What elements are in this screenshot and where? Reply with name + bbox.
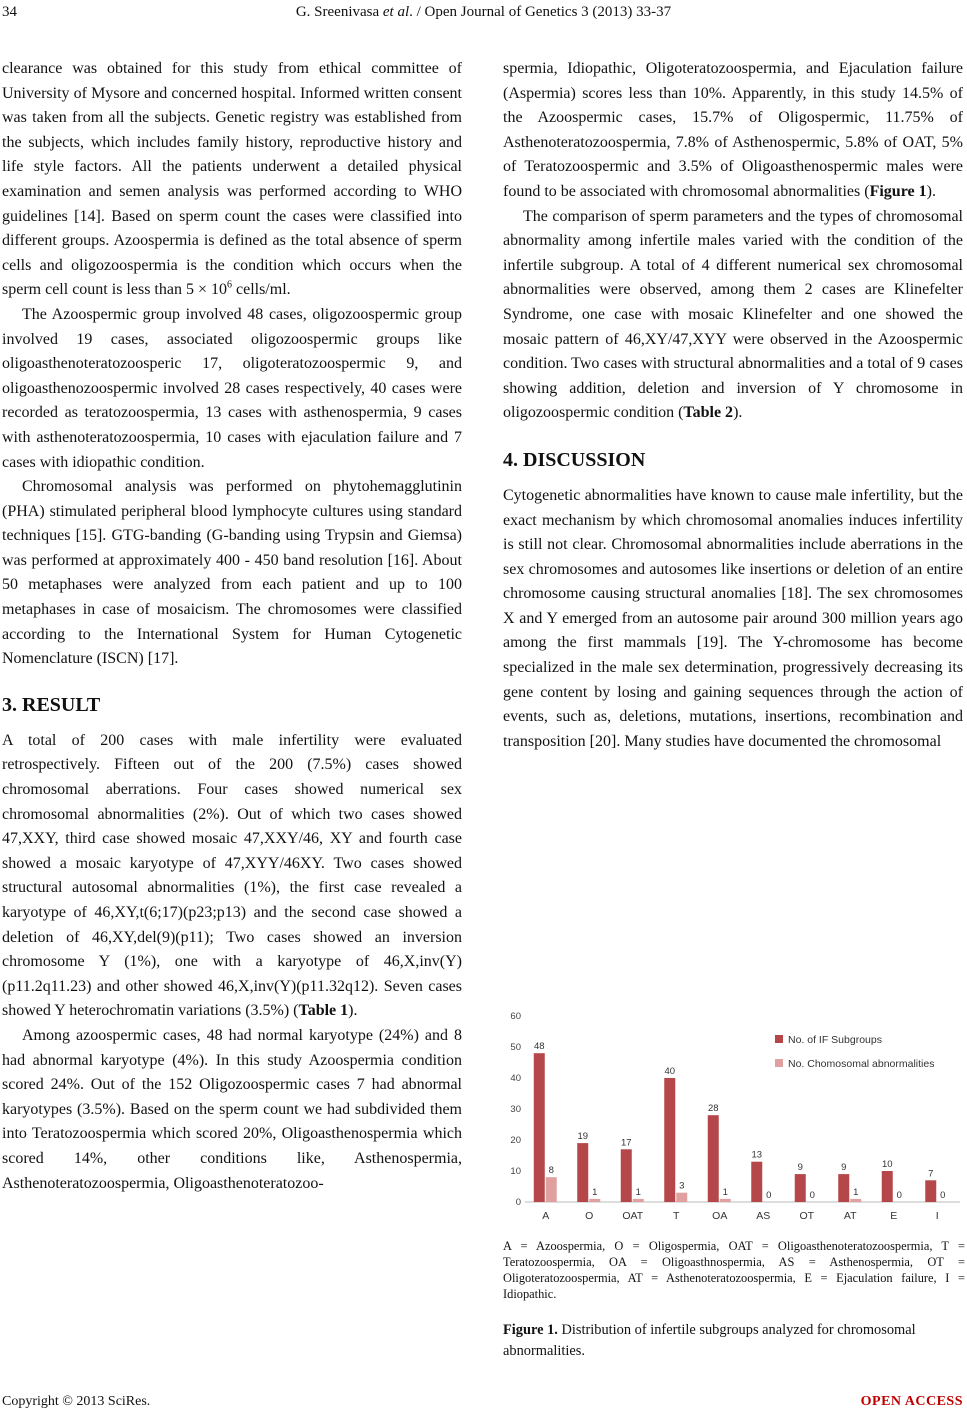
paragraph: Cytogenetic abnormalities have known to cause male infertility, but the exact mechanism by which chromosomal anomalies induces infertility is still not clear. Chromosomal abnormalities include aberrations in the sex chromosomes and autosomes like insertions or deletion of an entire chromosome causing structural anomalies [18]. The sex chromosomes X and Y emerged from an autosome pair around 300 million years ago among the first mammals [19]. The Y-chromosome has become specialized in the male sex determination, progressively decreasing its gene content by losing and gaining sequences through the action of events, such as, deletions, mutations, insertions, recombination and transposition [20]. Many studies have documented the chromosomal — [503, 486, 963, 750]
section-heading-discussion: 4. DISCUSSION — [503, 448, 646, 471]
paragraph: The Azoospermic group involved 48 cases, oligozoospermic group involved 19 cases, associated oligozoospermic groups like oligoasthenoteratozoosperic 17, oligoteratozoospermic 9, and oligoasthenozoospermic involved 28 cases respectively, 40 cases were recorded as teratozoospermia, 13 cases with asthenospermia, 9 cases with asthenoteratozoospermia, 10 cases with ejaculation failure and 7 cases with idiopathic condition. — [2, 305, 462, 471]
paragraph: A total of 200 cases with male infertility were evaluated retrospectively. Fifteen out of the 200 (7.5%) cases showed chromosomal aberrations. Four cases showed numerical sex chromosomal abnormalities (2%). Out of which two cases showed 47,XXY, third case showed mosaic 47,XXY/46, XY and fourth case showed a mosaic karyotype of 47,XYY/46XY. Two cases showed structural autosomal abnormalities (1%), the first case revealed a karyotype of 46,XY,t(6;17)(p23;p13) and the second case showed a deletion of 46,XY,del(9)(p11); Two cases showed an inversion chromosome Y (1%), one with a karyotype of 46,X,inv(Y)(p11.2q11.23) and other showed 46,X,inv(Y)(p11.32q12). Seven cases showed Y heterochromatin variations (3.5%) (Table 1). — [2, 731, 462, 1020]
y-tick-label: 20 — [510, 1135, 521, 1146]
x-tick-label: AS — [756, 1210, 771, 1222]
data-label: 19 — [577, 1131, 589, 1143]
bar-subgroup-o — [577, 1143, 588, 1202]
data-label: 40 — [664, 1066, 676, 1077]
x-tick-label: AT — [843, 1210, 857, 1222]
x-tick-label: E — [890, 1210, 898, 1222]
x-tick-label: I — [935, 1210, 939, 1222]
data-label: 7 — [928, 1168, 934, 1180]
running-header — [0, 4, 967, 26]
table-1-link[interactable]: Table 1 — [298, 1002, 349, 1020]
data-label: 8 — [548, 1165, 554, 1177]
data-label: 1 — [592, 1186, 598, 1198]
legend-entry: No. Chomosomal abnormalities — [788, 1058, 935, 1070]
data-label: 28 — [707, 1103, 719, 1115]
paragraph: Chromosomal analysis was performed on phytohemagglutinin (PHA) stimulated peripheral blood lymphocyte cultures using standard techniques [15]. GTG-banding (G-banding using Trypsin and Giemsa) was performed at approximately 400 - 450 band resolution [16]. About 50 metaphases were analyzed from each patient and up to 100 metaphases in case of mosaicism. The chromosomes were classified according to the International System for Human Cytogenetic Nomenclature (ISCN) [17]. — [2, 478, 462, 668]
x-tick-label: OAT — [622, 1210, 644, 1222]
copyright: Copyright © 2013 SciRes. — [2, 1394, 151, 1409]
section-heading-result: 3. RESULT — [2, 693, 101, 716]
figure-caption: Figure 1. Distribution of infertile subgroups analyzed for chromosomal abnormalities. — [503, 1322, 916, 1359]
data-label: 17 — [620, 1137, 632, 1149]
bar-subgroup-as — [751, 1162, 762, 1202]
data-label: 0 — [809, 1190, 815, 1201]
y-tick-label: 40 — [510, 1073, 521, 1084]
left-column — [2, 57, 462, 1196]
data-label: 3 — [679, 1180, 685, 1192]
figure-1-bar-chart — [503, 1006, 965, 1228]
paragraph: clearance was obtained for this study from ethical committee of University of Mysore and concerned hospital. Informed written consent was taken from all the subjects. Genetic registry was established from the subjects, which includes family history, reproductive history and life style factors. All the patients underwent a detailed physical examination and semen analysis was performed according to WHO guidelines [14]. Based on sperm count the cases were classified into different groups. Azoospermia is defined as the total absence of sperm cells and oligozoospermia is the condition which occurs when the sperm cell count is less than $5 \times 10^6$ cells/ml. — [2, 60, 462, 299]
bar-abnormal-a — [546, 1177, 557, 1202]
bar-abnormal-t — [676, 1193, 687, 1202]
figure-1-link[interactable]: Figure 1 — [869, 182, 927, 200]
data-label: 9 — [797, 1162, 803, 1174]
bar-subgroup-e — [882, 1171, 893, 1202]
x-tick-label: A — [542, 1210, 550, 1222]
y-tick-label: 0 — [515, 1197, 521, 1208]
data-label: 0 — [896, 1190, 902, 1201]
bar-abnormal-oat — [633, 1199, 644, 1202]
bar-abnormal-at — [850, 1199, 861, 1202]
bar-abnormal-o — [589, 1199, 600, 1202]
paragraph: The comparison of sperm parameters and the types of chromosomal abnormality among infertile males varied with the condition of the infertile subgroup. A total of 4 different numerical sex chromosomal abnormalities were observed, among them 2 cases are Klinefelter Syndrome, one case with mosaic Klinefelter and one showed the mosaic pattern of 46,XY/47,XYY were observed in the Azoospermic condition. Two cases with structural abnormalities and a total of 9 cases showing addition, deletion and inversion of Y chromosome in oligozoospermic condition (Table 2). — [503, 207, 963, 422]
right-column — [503, 57, 963, 754]
data-label: 1 — [853, 1186, 859, 1198]
journal-citation: G. Sreenivasa et al. / Open Journal of Genetics 3 (2013) 33-37 — [295, 4, 672, 20]
data-label: 48 — [533, 1041, 545, 1053]
y-tick-label: 30 — [510, 1104, 521, 1115]
open-access-badge: OPEN ACCESS — [860, 1394, 963, 1409]
bar-subgroup-oat — [621, 1149, 632, 1202]
legend-entry: No. of IF Subgroups — [788, 1034, 882, 1046]
data-label: 0 — [766, 1190, 772, 1201]
bar-subgroup-t — [664, 1078, 675, 1202]
bar-subgroup-ot — [795, 1174, 806, 1202]
bar-subgroup-a — [534, 1053, 545, 1202]
figure-abbreviations: A = Azoospermia, O = Oligospermia, OAT = Oligoasthenoteratozoospermia, T = Teratozoospermia, OA = Oligoasthnospermia, AS = Asthenospermia, OT = Oligoteratozoospermia, AT = Asthenoteratozoospermia, E = Ejaculation failure, I = Idiopathic. — [503, 1239, 965, 1301]
y-tick-label: 50 — [510, 1042, 521, 1053]
data-label: 13 — [751, 1149, 763, 1161]
legend-swatch — [775, 1059, 783, 1067]
paragraph: Among azoospermic cases, 48 had normal karyotype (24%) and 8 had abnormal karyotype (4%). In this study Azoospermia condition scored 24%. Out of the 152 Oligozoospermic cases 7 had abnormal karyotypes (3.5%). Based on the sperm count we had subdivided them into Teratozoospermia which scored 20%, Oligoasthenospermia which scored 14%, other conditions like, Asthenospermia, Asthenoteratozoospermia, Oligoasthenoteratozoo- — [2, 1026, 462, 1192]
x-tick-label: O — [585, 1210, 594, 1222]
legend-swatch — [775, 1035, 783, 1043]
x-tick-label: T — [673, 1210, 680, 1222]
y-tick-label: 10 — [510, 1166, 521, 1177]
chart-canvas — [503, 1006, 965, 1228]
bar-subgroup-at — [838, 1174, 849, 1202]
paragraph: spermia, Idiopathic, Oligoteratozoospermia, and Ejaculation failure (Aspermia) scores less than 10%. Apparently, in this study 14.5% of the Azoospermic cases, 15.7% of Oligospermic, 11.75% of Asthenoteratozoospermia, 7.8% of Asthenospermic, 5.8% of OAT, 5% of Teratozoospermic and 3.5% of Oligoasthenospermic males were found to be associated with chromosomal abnormalities (Figure 1). — [503, 60, 963, 200]
data-label: 10 — [881, 1159, 893, 1170]
bar-abnormal-oa — [720, 1199, 731, 1202]
y-tick-label: 60 — [510, 1011, 521, 1022]
page-number: 34 — [2, 4, 17, 20]
bar-subgroup-i — [925, 1180, 936, 1202]
bar-subgroup-oa — [708, 1115, 719, 1202]
data-label: 9 — [841, 1162, 847, 1174]
table-2-link[interactable]: Table 2 — [683, 404, 734, 422]
data-label: 1 — [722, 1186, 728, 1198]
x-tick-label: OA — [712, 1210, 728, 1222]
x-tick-label: OT — [799, 1210, 815, 1222]
data-label: 0 — [940, 1190, 946, 1201]
data-label: 1 — [635, 1186, 641, 1198]
